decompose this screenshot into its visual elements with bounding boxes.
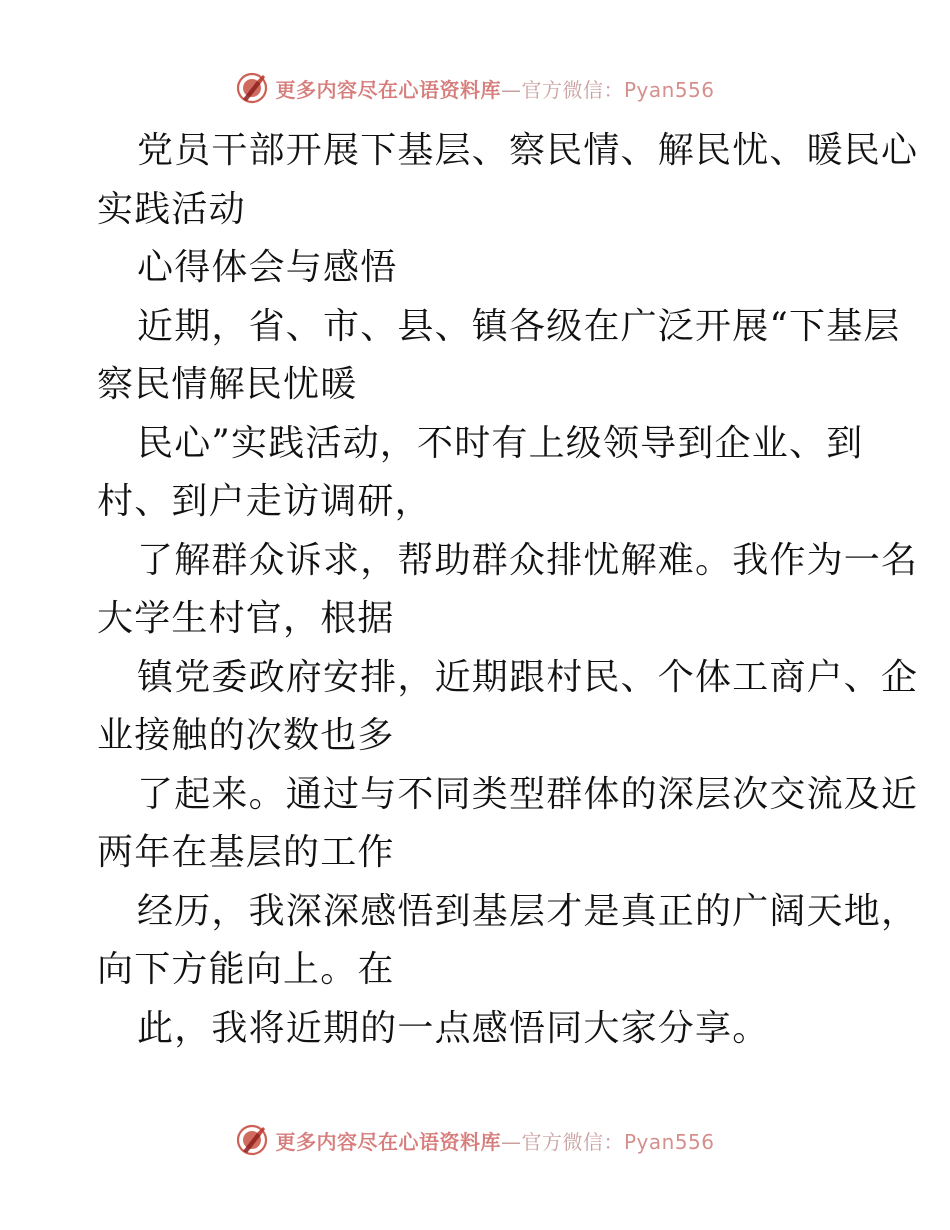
text-line: 心得体会与感悟 xyxy=(137,247,398,288)
text-line: 此，我将近期的一点感悟同大家分享。 xyxy=(137,1007,770,1049)
watermark-separator: —官方微信： xyxy=(500,1129,624,1154)
watermark-handle: Pyan556 xyxy=(623,77,715,102)
watermark-handle: Pyan556 xyxy=(623,1129,715,1154)
text-line: 向下方能向上。在 xyxy=(97,949,395,990)
quill-logo-icon xyxy=(235,1123,269,1157)
text-line: 察民情解民忧暖 xyxy=(97,364,358,405)
text-line: 大学生村官，根据 xyxy=(97,598,395,639)
text-line: 两年在基层的工作 xyxy=(97,832,395,873)
watermark-text xyxy=(275,1126,714,1155)
text-line: 实践活动 xyxy=(97,188,246,230)
quill-logo-icon xyxy=(235,71,269,105)
text-line: 了解群众诉求，帮助群众排忧解难。我作为一名 xyxy=(137,539,919,581)
text-line: 经历，我深深感悟到基层才是真正的广阔天地， xyxy=(137,890,919,932)
footer-watermark xyxy=(0,1122,950,1158)
text-line: 近期，省、市、县、镇各级在广泛开展“下基层 xyxy=(137,305,901,347)
watermark-main: 更多内容尽在心语资料库 xyxy=(275,77,501,102)
header-watermark xyxy=(0,70,950,106)
text-line: 镇党委政府安排，近期跟村民、个体工商户、企 xyxy=(137,656,919,698)
text-line: 村、到户走访调研， xyxy=(97,481,432,522)
document-body xyxy=(97,122,919,1058)
watermark-separator: —官方微信： xyxy=(500,77,624,102)
text-line: 民心”实践活动，不时有上级领导到企业、到 xyxy=(137,422,864,464)
text-line: 业接触的次数也多 xyxy=(97,715,395,756)
text-line: 了起来。通过与不同类型群体的深层次交流及近 xyxy=(137,773,919,815)
text-line: 党员干部开展下基层、察民情、解民忧、暖民心 xyxy=(137,130,919,171)
watermark-text xyxy=(275,74,714,103)
watermark-main: 更多内容尽在心语资料库 xyxy=(275,1129,501,1154)
